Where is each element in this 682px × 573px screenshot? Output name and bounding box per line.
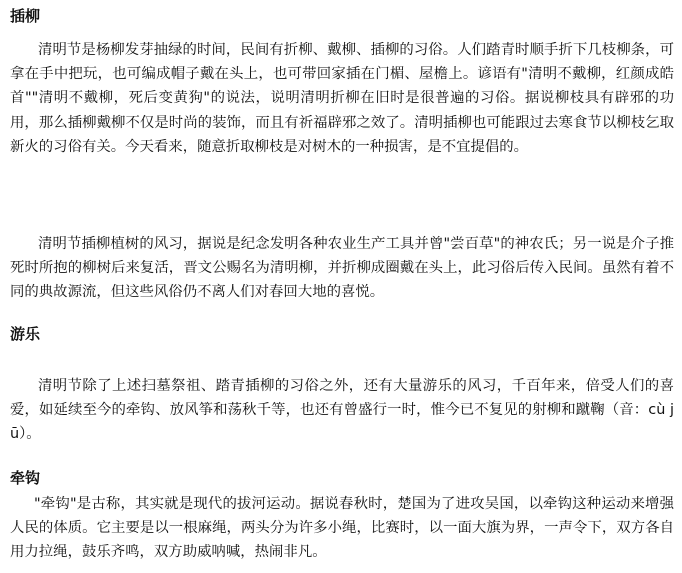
section-title-chaliu: 插柳 <box>10 7 41 25</box>
paragraph-youle-1: 清明节除了上述扫墓祭祖、踏青插柳的习俗之外，还有大量游乐的风习，千百年来，倍受人们的喜爱，如延续至今的牵钩、放风筝和荡秋千等，也还有曾盛行一时，惟今已不复见的射柳和蹴鞠（音：cù jū）。 <box>10 378 674 443</box>
paragraph-chaliu-1: 清明节是杨柳发芽抽绿的时间，民间有折柳、戴柳、插柳的习俗。人们踏青时顺手折下几枝柳条，可拿在手中把玩，也可编成帽子戴在头上，也可带回家插在门楣、屋檐上。谚语有"清明不戴柳，红颜成皓首""清明不戴柳，死后变黄狗"的说法，说明清明折柳在旧时是很普遍的习俗。据说柳枝具有辟邪的功用，那么插柳戴柳不仅是时尚的装饰，而且有祈福辟邪之效了。清明插柳也可能跟过去寒食节以柳枝乞取新火的习俗有关。今天看来，随意折取柳枝是对树木的一种损害，是不宜提倡的。 <box>10 42 674 155</box>
section-title-qiangou: 牵钩 <box>10 469 41 487</box>
paragraph-chaliu-2: 清明节插柳植树的风习，据说是纪念发明各种农业生产工具并曾"尝百草"的神农氏；另一说是介子推死时所抱的柳树后来复活，晋文公赐名为清明柳，并折柳成圈戴在头上，此习俗后传入民间。虽然有着不同的典故源流，但这些风俗仍不离人们对春回大地的喜悦。 <box>10 236 674 301</box>
paragraph-qiangou-1: "牵钩"是古称，其实就是现代的拔河运动。据说春秋时，楚国为了进攻吴国，以牵钩这种运动来增强人民的体质。它主要是以一根麻绳，两头分为许多小绳，比赛时，以一面大旗为界，一声令下，双方各自用力拉绳，鼓乐齐鸣，双方助威呐喊，热闹非凡。 <box>10 496 674 561</box>
section-title-youle: 游乐 <box>10 325 41 343</box>
